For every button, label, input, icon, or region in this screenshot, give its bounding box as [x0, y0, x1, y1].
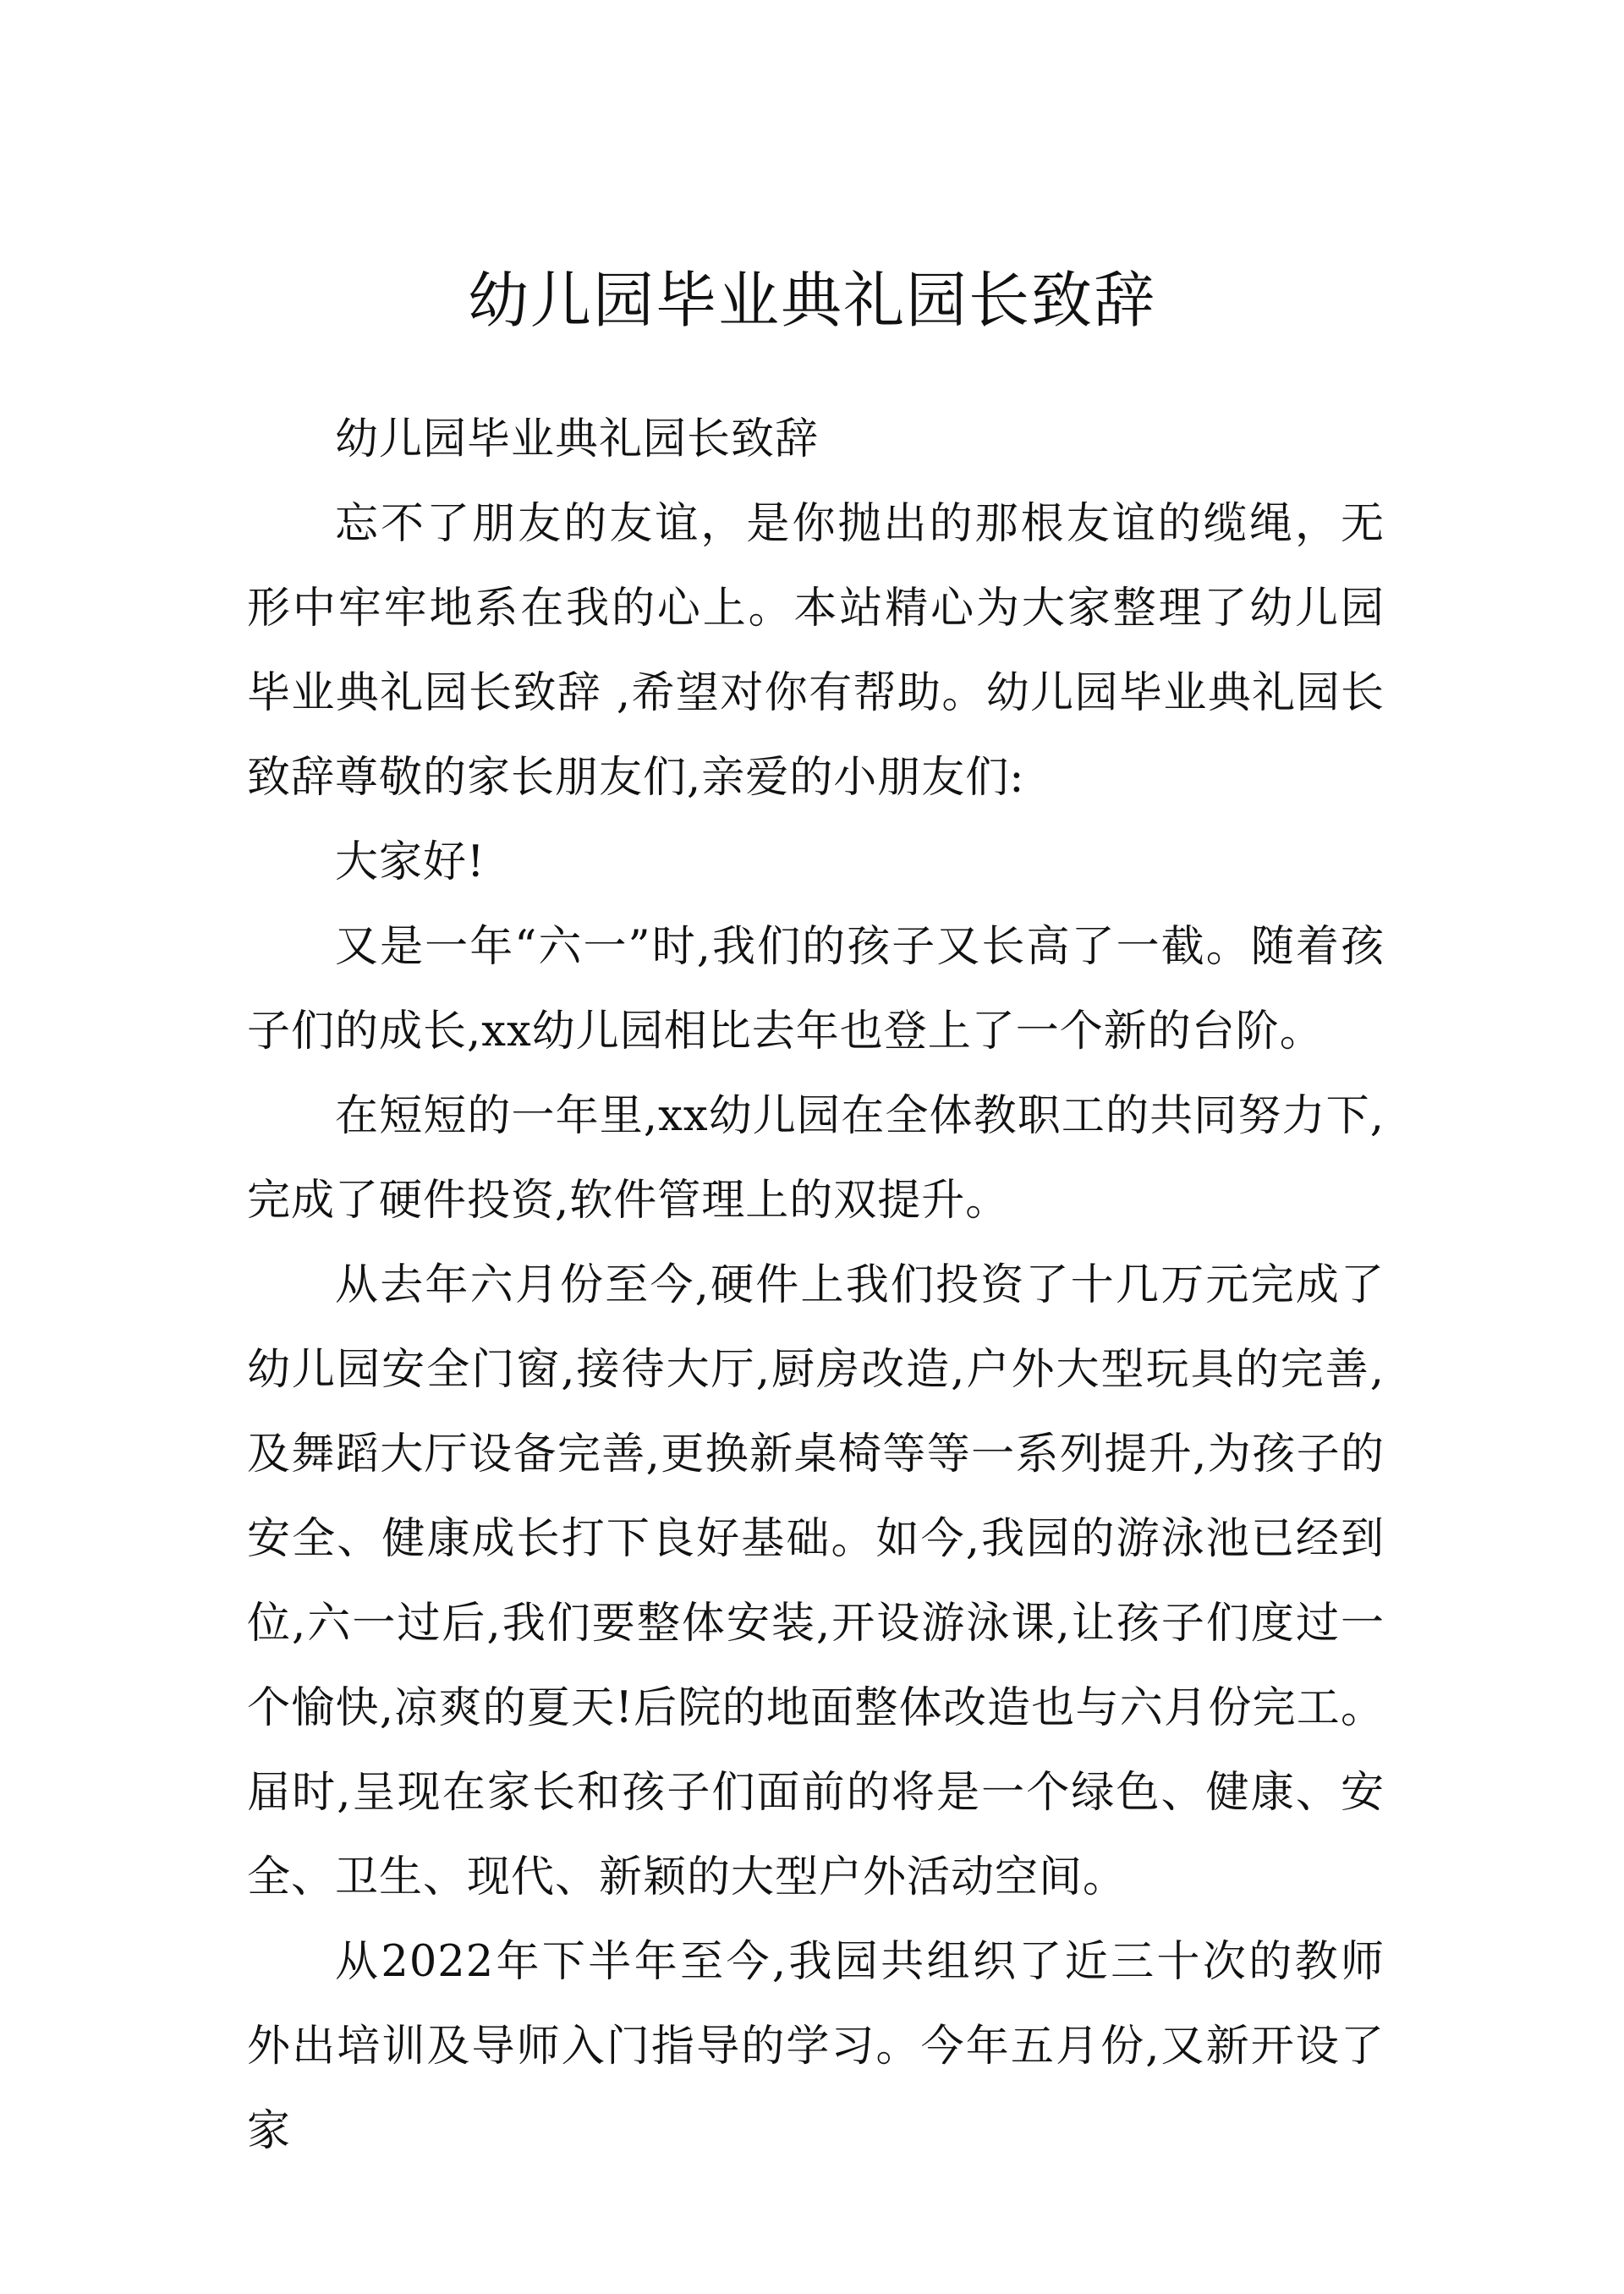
- paragraph-intro: 忘不了朋友的友谊，是你抛出的那根友谊的缆绳，无形中牢牢地系在我的心上。本站精心为大家整理了幼儿园毕业典礼园长致辞 ,希望对你有帮助。幼儿园毕业典礼园长致辞尊敬的家长朋友们,亲爱的小朋友们:: [247, 499, 1385, 803]
- document-body: [247, 398, 1385, 2174]
- paragraph-hardware-investment: 从去年六月份至今,硬件上我们投资了十几万元完成了幼儿园安全门窗,接待大厅,厨房改造,户外大型玩具的完善,及舞蹈大厅设备完善,更换新桌椅等等一系列提升,为孩子的安全、健康成长打下良好基础。如今,我园的游泳池已经到位,六一过后,我们要整体安装,开设游泳课,让孩子们度过一个愉快,凉爽的夏天!后院的地面整体改造也与六月份完工。届时,呈现在家长和孩子们面前的将是一个绿色、健康、安全、卫生、现代、新颖的大型户外活动空间。: [247, 1260, 1385, 1902]
- paragraph-subtitle: 幼儿园毕业典礼园长致辞: [335, 414, 820, 464]
- paragraph-year-summary: 在短短的一年里,xx幼儿园在全体教职工的共同努力下,完成了硬件投资,软件管理上的双提升。: [247, 1091, 1385, 1226]
- paragraph-greeting: 大家好!: [335, 837, 486, 887]
- document-title: 幼儿园毕业典礼园长致辞: [467, 265, 1156, 336]
- paragraph-children-growth: 又是一年“六一”时,我们的孩子又长高了一截。随着孩子们的成长,xx幼儿园相比去年也登上了一个新的台阶。: [247, 922, 1385, 1056]
- paragraph-teacher-training: 从2022年下半年至今,我园共组织了近三十次的教师外出培训及导师入门指导的学习。今年五月份,又新开设了家: [247, 1937, 1385, 2156]
